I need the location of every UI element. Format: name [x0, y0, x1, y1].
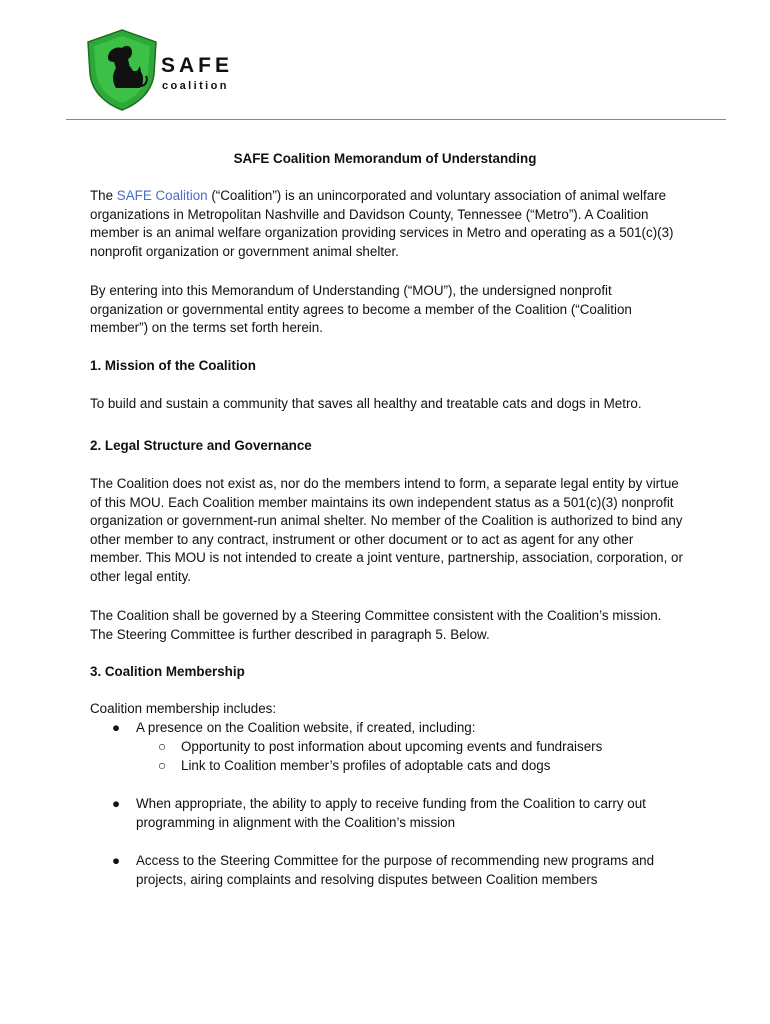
section-2-heading: 2. Legal Structure and Governance	[90, 438, 312, 453]
intro-prefix: The	[90, 188, 117, 203]
hollow-bullet-icon: ○	[158, 739, 167, 754]
hollow-bullet-icon: ○	[158, 758, 167, 773]
section-1-heading: 1. Mission of the Coalition	[90, 358, 256, 373]
list-item-text: Access to the Steering Committee for the purpose of recommending new programs and projects, airing complaints and resolving disputes between Coalition members	[136, 853, 655, 887]
section-3-lead: Coalition membership includes:	[90, 701, 277, 716]
bullet-icon: ●	[112, 720, 121, 735]
header-divider	[66, 119, 726, 120]
bullet-icon: ●	[112, 853, 121, 868]
list-item-text: When appropriate, the ability to apply to receive funding from the Coalition to carry out programming in alignment with the Coalition’s mission	[136, 796, 646, 830]
bullet-icon: ●	[112, 796, 121, 811]
intro-rest: (“Coalition”) is an unincorporated and voluntary association of animal welfare organizations in Metropolitan Nashville and Davidson County, Tennessee (“Metro”). A Coalition member is an animal welfare organization providing services in Metro and operating as a 501(c)(3) nonprofit organization or government animal shelter.	[90, 188, 674, 259]
safe-coalition-logo	[86, 28, 236, 112]
sub-list-item-text: Link to Coalition member’s profiles of adoptable cats and dogs	[181, 758, 551, 773]
logo-name: SAFE	[161, 54, 234, 77]
section-3-heading: 3. Coalition Membership	[90, 664, 245, 679]
safe-coalition-link[interactable]: SAFE Coalition	[116, 188, 208, 203]
sub-list-item-text: Opportunity to post information about upcoming events and fundraisers	[181, 739, 603, 754]
section-1-text: To build and sustain a community that saves all healthy and treatable cats and dogs in Metro.	[90, 396, 642, 411]
intro-paragraph-1	[90, 187, 686, 261]
list-item-text: A presence on the Coalition website, if created, including:	[136, 720, 476, 735]
shield-logo-icon	[86, 28, 158, 112]
section-2-paragraph-1: The Coalition does not exist as, nor do the members intend to form, a separate legal entity by virtue of this MOU. Each Coalition member maintains its own independent status as a 501(c)(3) nonprofit organization or government-run animal shelter. No member of the Coalition is authorized to bind any other member to any contract, instrument or other document or to act as agent for any other member. This MOU is not intended to create a joint venture, partnership, association, corporation, or other legal entity.	[90, 476, 683, 584]
logo-subtitle: coalition	[162, 80, 229, 92]
document-title: SAFE Coalition Memorandum of Understanding	[233, 151, 537, 166]
intro-paragraph-2: By entering into this Memorandum of Understanding (“MOU”), the undersigned nonprofit organization or governmental entity agrees to become a member of the Coalition (“Coalition member”) on the terms set forth herein.	[90, 283, 632, 336]
section-2-paragraph-2: The Coalition shall be governed by a Steering Committee consistent with the Coalition’s mission. The Steering Committee is further described in paragraph 5. Below.	[90, 608, 662, 642]
